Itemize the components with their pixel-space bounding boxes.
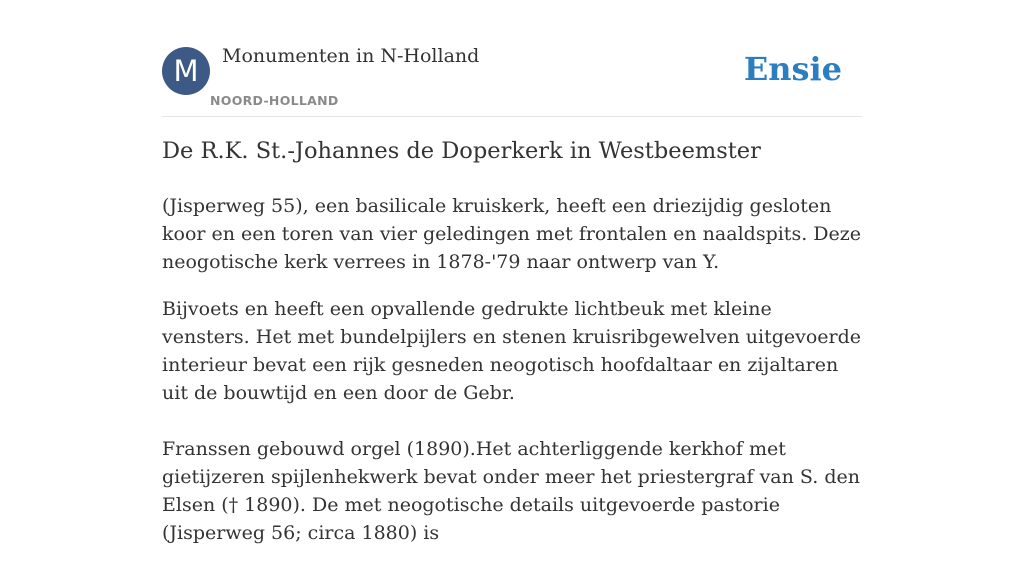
- avatar[interactable]: M: [162, 47, 210, 95]
- source-title[interactable]: Monumenten in N-Holland: [222, 45, 480, 67]
- ensie-logo[interactable]: Ensie: [743, 50, 842, 88]
- paragraph-2: Bijvoets en heeft een opvallende gedrukte lichtbeuk met kleine vensters. Het met bundelpijlers en stenen kruisribgewelven uitgevoerde interieur bevat een rijk gesneden neogotisch hoofdaltaar en zijaltaren uit de bouwtijd en een door de Gebr.: [162, 298, 862, 404]
- paragraph-3: Franssen gebouwd orgel (1890).Het achterliggende kerkhof met gietijzeren spijlenhekwerk bevat onder meer het priestergraf van S. den Elsen († 1890). De met neogotische details uitgevoerde pastorie (Jisperweg 56; circa 1880) is: [162, 438, 860, 544]
- article-title: De R.K. St.-Johannes de Doperkerk in Westbeemster: [162, 138, 761, 164]
- page: [162, 0, 862, 544]
- category-label[interactable]: NOORD-HOLLAND: [210, 93, 339, 108]
- paragraph-1: (Jisperweg 55), een basilicale kruiskerk, heeft een driezijdig gesloten koor en een toren van vier geledingen met frontalen en naaldspits. Deze neogotische kerk verrees in 1878-'79 naar ontwerp van Y.: [162, 195, 862, 273]
- header: [162, 0, 862, 117]
- article-body: [162, 192, 862, 566]
